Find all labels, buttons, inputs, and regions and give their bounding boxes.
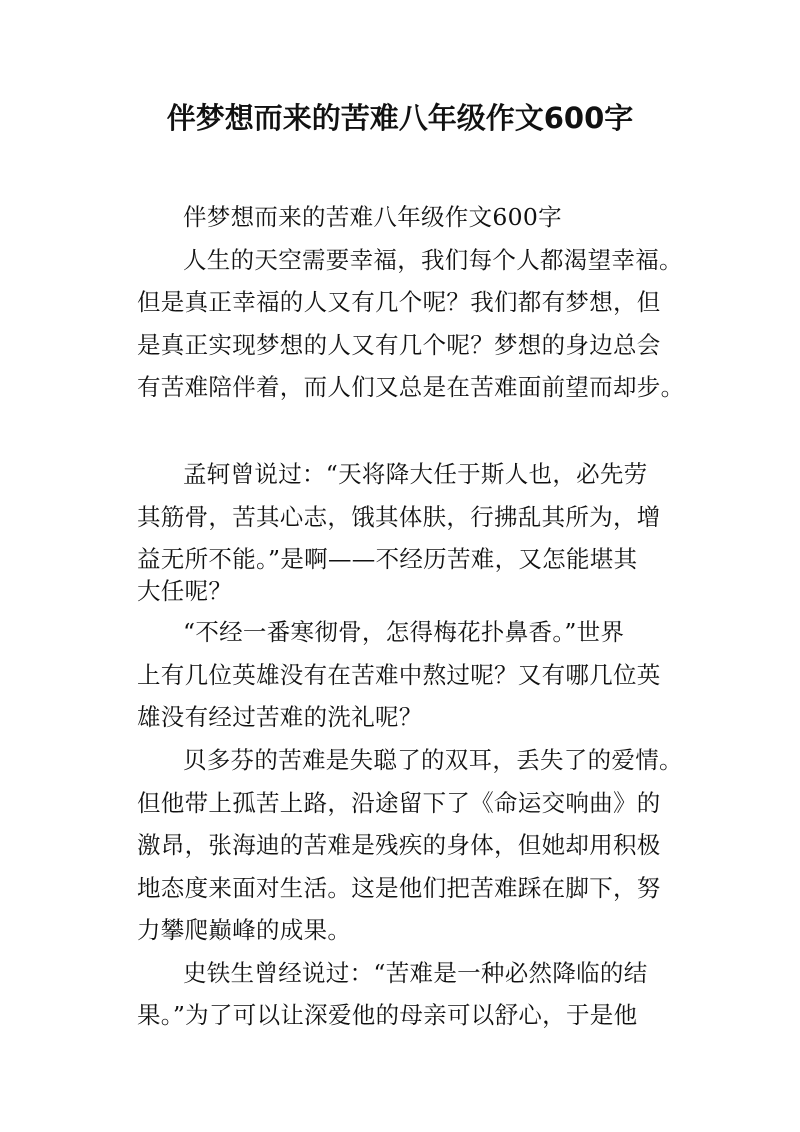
text-line: 但是真正幸福的人又有几个呢？我们都有梦想，但: [137, 288, 661, 316]
text-line: 果。”为了可以让深爱他的母亲可以舒心，于是他: [137, 1001, 638, 1029]
text-line: 有苦难陪伴着，而人们又总是在苦难面前望而却步。: [137, 373, 685, 401]
text-line: 激昂，张海迪的苦难是残疾的身体，但她却用积极: [137, 831, 661, 859]
document-title: 伴梦想而来的苦难八年级作文600字: [166, 101, 634, 135]
text-line: 地态度来面对生活。这是他们把苦难踩在脚下，努: [137, 874, 661, 902]
subtitle-line: 伴梦想而来的苦难八年级作文600字: [183, 203, 562, 231]
text-line: 上有几位英雄没有在苦难中熬过呢？又有哪几位英: [137, 661, 661, 689]
text-line: 其筋骨，苦其心志，饿其体肤，行拂乱其所为，增: [137, 503, 661, 531]
text-line: 雄没有经过苦难的洗礼呢？: [137, 703, 423, 731]
text-line: 是真正实现梦想的人又有几个呢？梦想的身边总会: [137, 331, 661, 359]
text-line: 大任呢？: [137, 577, 233, 605]
text-line: 力攀爬巅峰的成果。: [137, 916, 352, 944]
text-line: 孟轲曾说过：“天将降大任于斯人也，必先劳: [183, 460, 648, 488]
text-line: 人生的天空需要幸福，我们每个人都渴望幸福。: [183, 246, 683, 274]
text-line: 益无所不能。”是啊——不经历苦难，又怎能堪其: [137, 545, 638, 573]
text-line: 史铁生曾经说过：“苦难是一种必然降临的结: [183, 959, 648, 987]
text-line: 贝多芬的苦难是失聪了的双耳，丢失了的爱情。: [183, 746, 683, 774]
text-line: 但他带上孤苦上路，沿途留下了《命运交响曲》的: [137, 789, 661, 817]
text-line: “不经一番寒彻骨，怎得梅花扑鼻香。”世界: [183, 618, 625, 646]
